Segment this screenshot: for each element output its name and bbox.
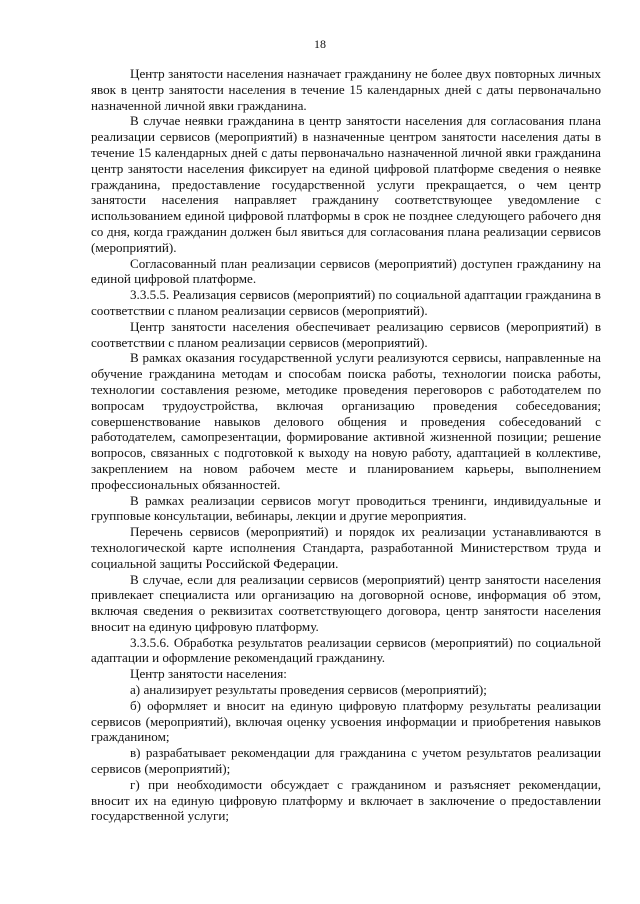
list-item-v: в) разрабатывает рекомендации для гражданина с учетом результатов реализации сервисов (мероприятий); — [91, 745, 601, 777]
list-item-b: б) оформляет и вносит на единую цифровую платформу результаты реализации сервисов (мероприятий), включая оценку усвоения информации и приобретения навыков гражданином; — [91, 697, 601, 745]
list-item-a: а) анализирует результаты проведения сервисов (мероприятий); — [130, 682, 487, 698]
paragraph-center-ensures: Центр занятости населения обеспечивает реализацию сервисов (мероприятий) в соответствии с планом реализации сервисов (мероприятий). — [91, 318, 601, 350]
paragraph-repeat-visits: Центр занятости населения назначает гражданину не более двух повторных личных явок в центр занятости населения в течение 15 календарных дней с даты первоначально назначенной личной явки гражданина. — [91, 66, 601, 113]
section-heading-3-3-5-5: 3.3.5.5. Реализация сервисов (мероприятий) по социальной адаптации гражданина в соответствии с планом реализации сервисов (мероприятий). — [91, 287, 601, 318]
paragraph-no-show: В случае неявки гражданина в центр занятости населения для согласования плана реализации сервисов (мероприятий) в назначенные центром занятости населения даты в течение 15 календарных дней с даты первоначально назначенной личной явки гражданина центр занятости населения фиксирует на единой цифровой платформе сведения о неявке гражданина, предоставление государственной услуги прекращается, о чем центр занятости населения направляет гражданину соответствующее уведомление с использованием единой цифровой платформы в срок не позднее следующего рабочего дня со дня, когда гражданин должен был явиться для согласования плана реализации сервисов (мероприятий). — [91, 113, 601, 255]
paragraph-contractor: В случае, если для реализации сервисов (мероприятий) центр занятости населения привлекает специалиста или организацию на договорной основе, информация об этом, включая сведения о реквизитах соответствующего договора, центр занятости населения вносит на единую цифровую платформу. — [91, 571, 601, 634]
section-heading-3-3-5-6: 3.3.5.6. Обработка результатов реализации сервисов (мероприятий) по социальной адаптации и оформление рекомендаций гражданину. — [91, 634, 601, 666]
page-number: 18 — [314, 37, 326, 51]
document-body — [91, 66, 601, 824]
paragraph-plan-available: Согласованный план реализации сервисов (мероприятий) доступен гражданину на единой цифровой платформе. — [91, 255, 601, 287]
paragraph-services-list: В рамках оказания государственной услуги реализуются сервисы, направленные на обучение гражданина методам и способам поиска работы, технологии поиска работы, технологии составления резюме, методике проведения переговоров с работодателем по вопросам трудоустройства, включая организацию проведения собеседования; совершенствование навыков делового общения и проведения собеседований с работодателем, самопрезентации, формирование активной жизненной позиции; решение вопросов, связанных с подготовкой к выходу на новую работу, адаптацией в коллективе, закреплением на новом рабочем месте и планированием карьеры, выполнением профессиональных обязанностей. — [91, 350, 601, 492]
paragraph-trainings: В рамках реализации сервисов могут проводиться тренинги, индивидуальные и групповые консультации, вебинары, лекции и другие мероприятия. — [91, 492, 601, 524]
list-item-g: г) при необходимости обсуждает с гражданином и разъясняет рекомендации, вносит их на единую цифровую платформу и включает в заключение о предоставлении государственной услуги; — [91, 776, 601, 824]
paragraph-services-catalog: Перечень сервисов (мероприятий) и порядок их реализации устанавливаются в технологической карте исполнения Стандарта, разработанной Министерством труда и социальной защиты Российской Федерации. — [91, 524, 601, 571]
paragraph-center-label: Центр занятости населения: — [130, 666, 287, 682]
